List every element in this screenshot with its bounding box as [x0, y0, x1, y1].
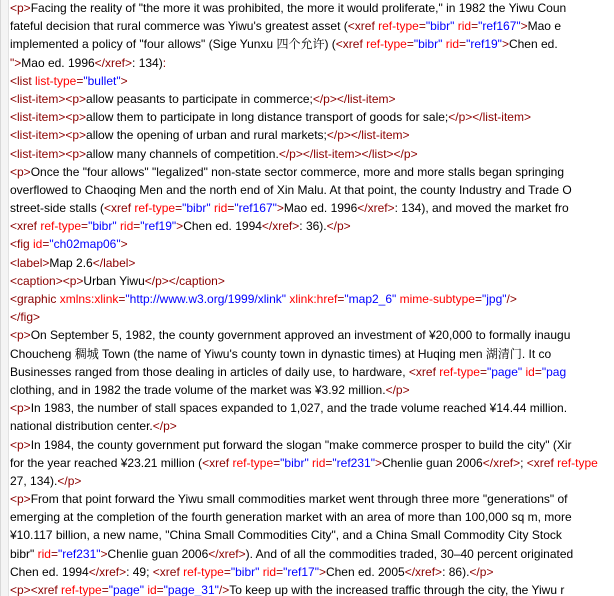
xml-text-token: Chen ed. 1994	[183, 219, 262, 234]
code-line[interactable]	[10, 0, 614, 17]
code-line[interactable]	[10, 563, 614, 581]
xml-text-token: From that point forward the Yiwu small commodities market went through three more "generations" of	[30, 492, 568, 507]
xml-value-token: "page_31"	[163, 583, 219, 596]
xml-tag-token: </p></list-item>	[312, 91, 396, 106]
xml-tag-token: =	[133, 219, 141, 234]
code-line[interactable]	[10, 126, 614, 144]
xml-tag-token: <label>	[10, 255, 50, 270]
xml-text-token: overflowed to Chaoqing Men and the north end of Xin Malu. At that point, the county Industry and Trade O	[10, 182, 572, 197]
xml-tag-token: </p></list-item></list></p>	[278, 146, 418, 161]
code-line[interactable]	[10, 35, 614, 53]
xml-attr-token: rid	[213, 201, 228, 216]
code-line[interactable]	[10, 217, 614, 235]
xml-attr-token: id	[525, 364, 535, 379]
xml-text-token: allow the opening of urban and rural markets;	[86, 128, 327, 143]
xml-tag-token: <xref	[152, 564, 184, 579]
code-line[interactable]	[10, 454, 614, 472]
xml-value-token: "bibr"	[182, 201, 211, 216]
xml-tag-token: <xref	[408, 364, 440, 379]
xml-text-token: : 36).	[299, 219, 327, 234]
xml-attr-token: xlink:href	[289, 292, 338, 306]
xml-text-token: Chen ed.	[508, 37, 558, 52]
xml-tag-token: <list-item><p>	[10, 110, 87, 125]
xml-text-token: 27, 134).	[10, 473, 58, 488]
xml-text-token: Once the "four allows" "legalized" non-state sector commerce, more and more stalls began springing	[30, 164, 564, 179]
xml-attr-token: rid	[312, 455, 326, 470]
xml-text-token: : 86).	[442, 564, 470, 579]
code-line[interactable]	[10, 508, 614, 526]
xml-value-token: "bibr"	[230, 564, 260, 579]
xml-tag-token: =	[223, 564, 231, 579]
xml-attr-token: ref-type	[439, 364, 480, 379]
code-line[interactable]	[10, 363, 614, 381]
code-line[interactable]	[10, 381, 614, 399]
xml-tag-token: =	[156, 583, 164, 596]
xml-tag-token: >	[501, 37, 509, 52]
code-line[interactable]	[10, 417, 614, 435]
xml-tag-token: <xref	[526, 455, 558, 470]
xml-tag-token: </label>	[92, 255, 136, 270]
xml-tag-token: >	[520, 19, 528, 34]
xml-tag-token: =	[471, 19, 479, 34]
xml-tag-token: </p>	[57, 473, 82, 488]
xml-text-token: : 134), and moved the market fro	[394, 201, 569, 216]
xml-tag-token: />	[506, 292, 517, 306]
code-line[interactable]	[10, 145, 614, 163]
code-line[interactable]	[10, 90, 614, 108]
xml-text-token: In 1983, the number of stall spaces expanded to 1,027, and the trade volume reached ¥14.44 million.	[30, 401, 568, 416]
xml-tag-token: <list	[10, 73, 36, 88]
xml-tag-token: >	[120, 237, 128, 252]
xml-attr-token: mime-subtype	[399, 292, 475, 306]
xml-text-token: Businesses ranged from those dealing in articles of daily use, to hardware,	[10, 364, 409, 379]
xml-value-token: "ref167"	[234, 201, 277, 216]
xml-attr-token: ref-type	[366, 37, 407, 52]
code-line[interactable]	[10, 308, 614, 326]
xml-text-token: Map 2.6	[49, 255, 93, 270]
xml-tag-token: =	[118, 292, 126, 306]
xml-text-token: Chenlie guan 2006	[381, 455, 483, 470]
xml-tag-token: =	[76, 73, 84, 88]
xml-value-token: "bibr"	[425, 19, 455, 34]
xml-tag-token: =	[101, 583, 109, 596]
xml-tag-token: </p></list-item>	[448, 110, 531, 125]
xml-tag-token: </p></caption>	[144, 273, 225, 288]
xml-value-token: "map2_6"	[344, 292, 397, 306]
xml-tag-token: =	[273, 455, 281, 470]
xml-tag-token: >	[120, 73, 128, 88]
xml-value-token: "pag	[541, 364, 567, 379]
xml-tag-token: <xref	[202, 455, 233, 470]
xml-attr-token: rid	[37, 546, 51, 561]
xml-value-token: "ref19"	[140, 219, 177, 234]
xml-tag-token: </p>	[152, 419, 177, 434]
xml-value-token: "bullet"	[83, 73, 121, 88]
xml-text-token: : 49;	[126, 564, 153, 579]
xml-tag-token: </xref>	[482, 455, 521, 470]
xml-tag-token: ">	[10, 55, 22, 70]
code-line[interactable]	[10, 290, 614, 308]
xml-attr-token: id	[33, 237, 43, 252]
xml-text-token: Chen ed. 2005	[325, 564, 405, 579]
xml-value-token: "bibr"	[280, 455, 309, 470]
xml-tag-token: =	[175, 201, 183, 216]
xml-text-token: ;	[520, 455, 527, 470]
xml-tag-token: <xref	[347, 19, 379, 34]
xml-tag-token: <p><xref	[10, 583, 62, 596]
xml-tag-token: =	[534, 364, 542, 379]
xml-tag-token: =	[325, 455, 333, 470]
xml-text-token: Mao ed. 1996	[21, 55, 95, 70]
xml-attr-token: ref-type	[232, 455, 274, 470]
xml-tag-token: <p>	[10, 1, 31, 15]
xml-tag-token: =	[276, 564, 284, 579]
xml-value-token: "page"	[108, 583, 144, 596]
editor-gutter	[1, 0, 9, 596]
code-line[interactable]	[10, 490, 614, 508]
xml-value-token: "ref231"	[57, 546, 101, 561]
xml-tag-token: <p>	[10, 164, 31, 179]
xml-value-token: "jpg"	[482, 292, 507, 306]
xml-value-token: "ref167"	[478, 19, 521, 34]
xml-tag-token: </xref>	[88, 564, 127, 579]
xml-value-token: "page"	[486, 364, 523, 379]
xml-tag-token: </p>	[469, 564, 494, 579]
xml-attr-token: rid	[445, 37, 460, 52]
xml-value-token: "ch02map06"	[49, 237, 121, 252]
xml-tag-token: =	[474, 292, 482, 306]
xml-text-token: In 1984, the county government put forward the slogan "make commerce prosper to build the city" (Xir	[30, 437, 572, 452]
xml-text-token: clothing, and in 1982 the trade volume of the market was ¥3.92 million.	[10, 382, 386, 397]
xml-tag-token: </xref>	[357, 201, 395, 216]
code-line[interactable]	[10, 254, 614, 272]
code-line[interactable]	[10, 436, 614, 454]
xml-tag-token: <caption><p>	[10, 273, 84, 288]
xml-text-token: allow them to participate in long distance transport of goods for sale;	[86, 110, 449, 125]
xml-value-token: "bibr"	[413, 37, 443, 52]
code-line[interactable]	[10, 526, 614, 544]
code-line[interactable]	[10, 581, 614, 596]
code-line[interactable]	[10, 54, 614, 72]
xml-text-token: implemented a policy of "four allows" (Sige Yunxu 四个允许) (	[10, 37, 336, 52]
xml-value-token: "ref231"	[332, 455, 375, 470]
xml-tag-token: <p>	[10, 437, 31, 452]
code-line[interactable]	[10, 181, 614, 199]
xml-tag-token: >	[176, 219, 184, 234]
xml-text-token: fateful decision that rural commerce was Yiwu's greatest asset (	[10, 19, 348, 34]
xml-tag-token: =	[81, 219, 89, 234]
code-line[interactable]	[10, 345, 614, 363]
xml-text-token: To keep up with the increased traffic through the city, the Yiwu r	[229, 583, 565, 596]
xml-attr-token: id	[147, 583, 157, 596]
xml-text-token: : 134)	[132, 55, 163, 70]
xml-tag-token: =	[406, 37, 414, 52]
code-line[interactable]	[10, 17, 614, 35]
xml-attr-token: list-type	[35, 73, 77, 88]
code-line[interactable]	[10, 472, 614, 490]
xml-tag-token: >	[276, 201, 284, 216]
xml-tag-token: <xref	[104, 201, 135, 216]
xml-tag-token: =	[337, 292, 345, 306]
xml-text-token: Urban Yiwu	[83, 273, 145, 288]
xml-tag-token: <list-item><p>	[10, 146, 87, 161]
xml-tag-token: <graphic	[10, 292, 60, 306]
code-line[interactable]	[10, 199, 614, 217]
xml-text-token: for the year reached ¥23.21 million (	[10, 455, 203, 470]
code-line[interactable]	[10, 399, 614, 417]
xml-tag-token: >	[318, 564, 326, 579]
xml-attr-token: ref-type	[183, 564, 224, 579]
xml-attr-token: rid	[119, 219, 134, 234]
xml-tag-token: =	[227, 201, 235, 216]
xml-tag-token: =	[418, 19, 426, 34]
xml-tag-token: <xref	[335, 37, 367, 52]
xml-tag-token: =	[479, 364, 487, 379]
code-line[interactable]	[10, 235, 614, 253]
xml-text-token: emerging at the completion of the fourth generation market with an area of more than 100,000 sq m, more	[10, 510, 572, 525]
code-line[interactable]	[10, 272, 614, 290]
xml-text-token: Mao e	[527, 19, 561, 34]
xml-text-token: Facing the reality of "the more it was prohibited, the more it would proliferate," in 1982 the Yiwu Coun	[30, 1, 567, 15]
xml-tag-token: </fig>	[10, 310, 41, 325]
xml-tag-token: =	[42, 237, 50, 252]
xml-text-token: Mao ed. 1996	[283, 201, 358, 216]
xml-tag-token: =	[50, 546, 58, 561]
xml-text-token: ). And of all the commodities traded, 30–40 percent originated	[245, 546, 574, 561]
xml-tag-token: >	[374, 455, 382, 470]
code-line[interactable]	[10, 326, 614, 344]
xml-tag-token: />	[218, 583, 230, 596]
xml-text-token: Chenlie guan 2006	[107, 546, 209, 561]
xml-tag-token: <xref	[10, 219, 41, 234]
xml-tag-token: =	[459, 37, 467, 52]
xml-text-token: national distribution center.	[10, 419, 153, 434]
xml-text-token: bibr"	[10, 546, 38, 561]
xml-tag-token: <list-item><p>	[10, 128, 87, 143]
xml-value-token: "ref19"	[466, 37, 502, 52]
xml-attr-token: ref-type	[557, 455, 598, 470]
code-lines	[10, 0, 614, 596]
xml-tag-token: <fig	[10, 237, 34, 252]
xml-text-token: street-side stalls (	[10, 201, 105, 216]
xml-tag-token: :	[162, 55, 167, 70]
xml-tag-token: </p>	[385, 382, 410, 397]
xml-attr-token: xmlns:xlink	[59, 292, 119, 306]
xml-text-token: Choucheng 稠城 Town (the name of Yiwu's county town in dynastic times) at Huqing men 湖清门. It co	[10, 346, 552, 361]
xml-tag-token: </xref>	[261, 219, 300, 234]
xml-attr-token: ref-type	[61, 583, 102, 596]
xml-value-token: "http://www.w3.org/1999/xlink"	[125, 292, 286, 306]
xml-tag-token: <list-item><p>	[10, 91, 87, 106]
xml-tag-token: </xref>	[404, 564, 443, 579]
xml-value-token: "ref17"	[283, 564, 319, 579]
xml-tag-token: </xref>	[94, 55, 133, 70]
xml-tag-token: </p></list-item>	[326, 128, 410, 143]
xml-tag-token: </xref>	[208, 546, 246, 561]
code-line[interactable]	[10, 72, 614, 90]
xml-attr-token: ref-type	[134, 201, 176, 216]
xml-attr-token: rid	[262, 564, 277, 579]
xml-attr-token: rid	[457, 19, 472, 34]
xml-tag-token: </p>	[326, 219, 351, 234]
xml-text-token: Chen ed. 1994	[10, 564, 89, 579]
xml-tag-token: >	[100, 546, 108, 561]
xml-text-token: allow peasants to participate in commerce;	[86, 91, 313, 106]
xml-attr-token: ref-type	[40, 219, 82, 234]
xml-text-token: On September 5, 1982, the county government approved an investment of ¥20,000 to formally inaugu	[30, 328, 571, 343]
xml-tag-token: <p>	[10, 492, 31, 507]
code-line[interactable]	[10, 545, 614, 563]
xml-tag-token: <p>	[10, 401, 31, 416]
xml-attr-token: ref-type	[378, 19, 419, 34]
xml-value-token: "bibr"	[88, 219, 117, 234]
xml-text-token: ¥10.117 billion, a new name, "China Small Commodities City", and a China Small Commodity City Stock	[10, 528, 562, 543]
xml-text-token: allow many channels of competition.	[86, 146, 279, 161]
xml-tag-token: <p>	[10, 328, 31, 343]
code-line[interactable]	[10, 163, 614, 181]
code-line[interactable]	[10, 108, 614, 126]
